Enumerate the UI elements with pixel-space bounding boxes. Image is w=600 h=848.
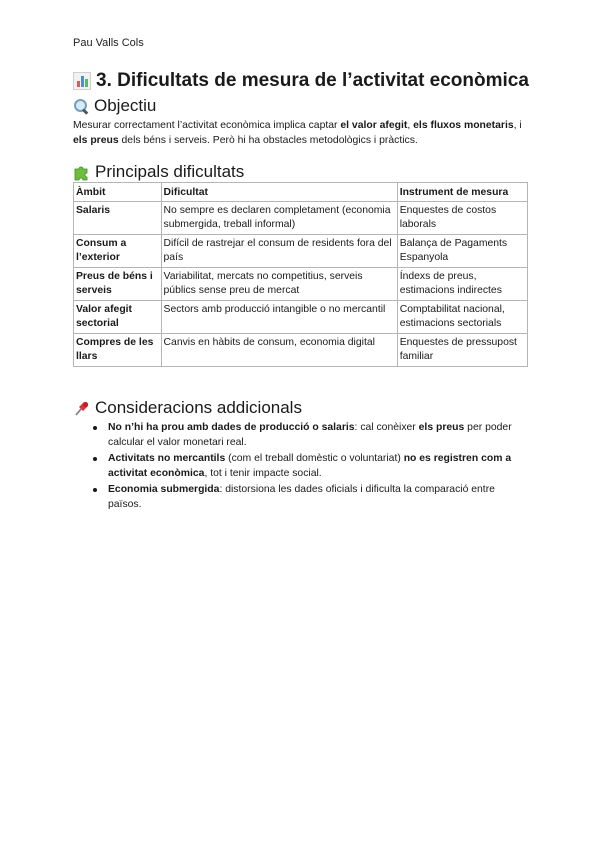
list-item	[108, 420, 526, 450]
section-heading-difficulties	[73, 162, 244, 182]
bold-text: el valor afegit	[340, 120, 408, 131]
page-title	[73, 70, 529, 92]
text-run: , i	[513, 120, 522, 131]
text-run: , tot i tenir impacte social.	[204, 468, 322, 479]
considerations-list	[73, 420, 526, 513]
bold-text: No n’hi ha prou amb dades de producció o salaris	[108, 422, 355, 433]
table-cell: Preus de béns i serveis	[74, 268, 162, 301]
list-item	[108, 482, 526, 512]
bold-text: els fluxos monetaris	[413, 120, 514, 131]
table-cell: Enquestes de pressupost familiar	[397, 334, 527, 367]
column-header: Instrument de mesura	[397, 183, 527, 202]
text-run: : distorsiona les dades oficials i dificulta la comparació entre països.	[108, 484, 495, 510]
author-name: Pau Valls Cols	[73, 37, 144, 49]
difficulties-heading-text: Principals dificultats	[95, 162, 245, 181]
text-run: ,	[407, 120, 414, 131]
difficulties-table	[73, 182, 528, 367]
considerations-heading-text: Consideracions addicionals	[95, 398, 302, 417]
objective-paragraph	[73, 118, 529, 148]
bold-text: Activitats no mercantils	[108, 453, 226, 464]
table-header-row	[74, 183, 528, 202]
text-run: : cal conèixer	[354, 422, 419, 433]
column-header: Dificultat	[161, 183, 397, 202]
section-heading-objective	[73, 96, 156, 116]
table-cell: Valor afegit sectorial	[74, 301, 162, 334]
pushpin-icon	[73, 400, 90, 417]
table-cell: Consum a l’exterior	[74, 235, 162, 268]
table-cell: Difícil de rastrejar el consum de residents fora del país	[161, 235, 397, 268]
puzzle-piece-icon	[73, 164, 90, 181]
column-header: Àmbit	[74, 183, 162, 202]
table-cell: Variabilitat, mercats no competitius, serveis públics sense preu de mercat	[161, 268, 397, 301]
list-item	[108, 451, 526, 481]
table-row	[74, 334, 528, 367]
table-cell: Comptabilitat nacional, estimacions sectorials	[397, 301, 527, 334]
objective-heading-text: Objectiu	[94, 96, 157, 115]
table-row	[74, 235, 528, 268]
bar-chart-icon	[73, 72, 91, 90]
bold-text: els preus	[73, 135, 119, 146]
table-cell: Canvis en hàbits de consum, economia digital	[161, 334, 397, 367]
text-run: per poder calcular el valor monetari real.	[108, 422, 512, 448]
table-cell: Salaris	[74, 202, 162, 235]
bold-text: Economia submergida	[108, 484, 220, 495]
bold-text: els preus	[418, 422, 465, 433]
table-row	[74, 301, 528, 334]
bold-text: no es registren com a activitat econòmica	[108, 453, 512, 479]
table-row	[74, 268, 528, 301]
text-run: dels béns i serveis. Però hi ha obstacles metodològics i pràctics.	[118, 135, 418, 146]
table-cell: No sempre es declaren completament (economia submergida, treball informal)	[161, 202, 397, 235]
table-cell: Sectors amb producció intangible o no mercantil	[161, 301, 397, 334]
page-title-text: 3. Dificultats de mesura de l’activitat econòmica	[96, 70, 529, 91]
text-run: Mesurar correctament l’activitat econòmica implica captar	[73, 120, 341, 131]
section-heading-considerations	[73, 398, 302, 418]
text-run: (com el treball domèstic o voluntariat)	[225, 453, 404, 464]
table-row	[74, 202, 528, 235]
table-cell: Índexs de preus, estimacions indirectes	[397, 268, 527, 301]
magnifying-glass-icon	[73, 98, 89, 114]
table-cell: Compres de les llars	[74, 334, 162, 367]
table-cell: Enquestes de costos laborals	[397, 202, 527, 235]
table-cell: Balança de Pagaments Espanyola	[397, 235, 527, 268]
